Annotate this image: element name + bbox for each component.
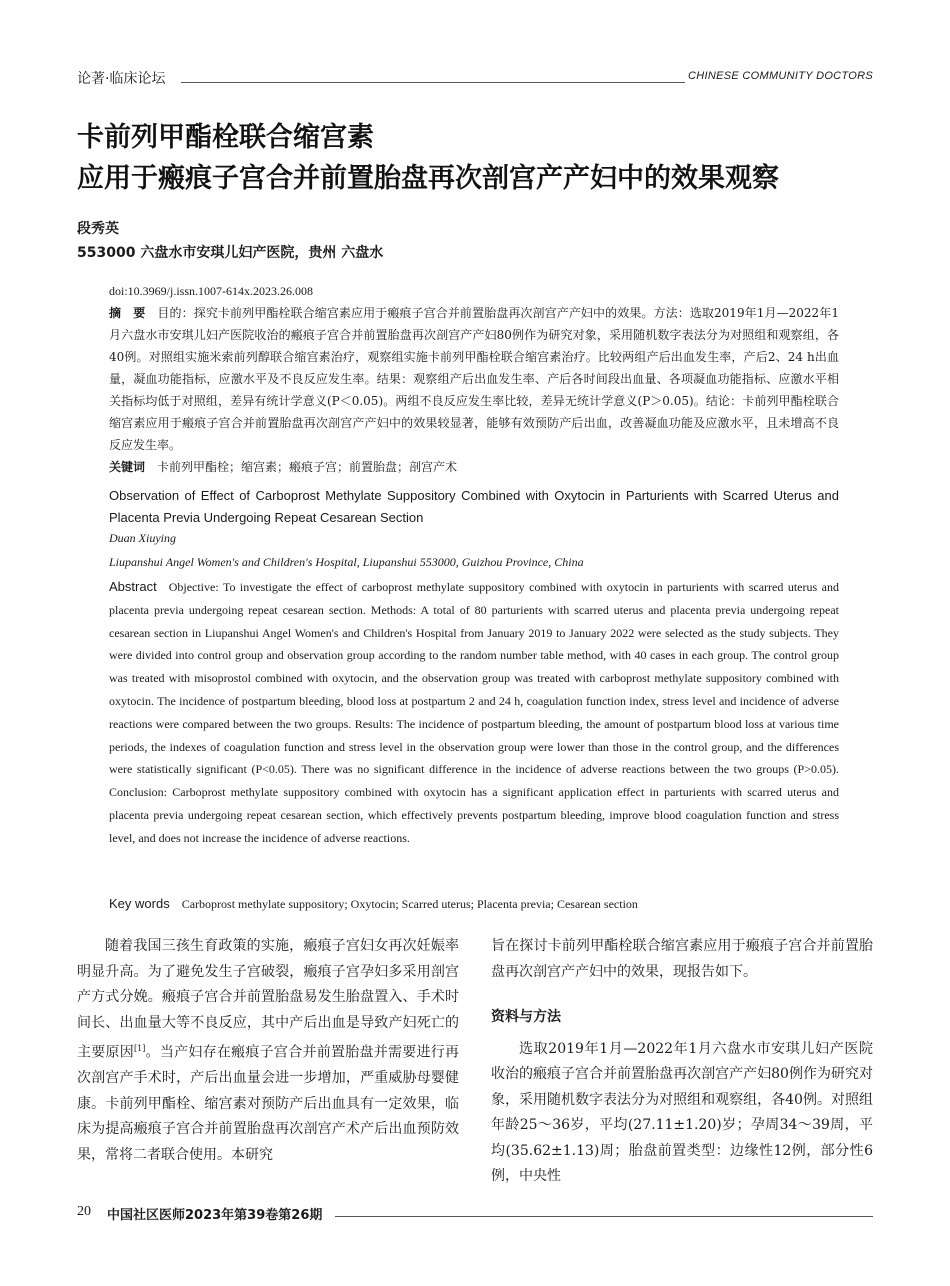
title-line-2: 应用于瘢痕子宫合并前置胎盘再次剖宫产产妇中的效果观察 — [77, 163, 779, 194]
affiliation: 553000 六盘水市安琪儿妇产医院，贵州 六盘水 — [77, 245, 384, 261]
body-column-right — [491, 934, 873, 1190]
section-heading: 资料与方法 — [491, 1009, 561, 1025]
page-header — [77, 66, 873, 88]
keywords-en-label: Key words — [109, 896, 170, 911]
abstract-cn-paragraph — [109, 302, 839, 456]
keywords-cn — [109, 456, 839, 478]
keywords-en-text: Carboprost methylate suppository; Oxytocin; Scarred uterus; Placenta previa; Cesarean section — [181, 897, 638, 911]
abstract-cn-text: 目的：探究卡前列甲酯栓联合缩宫素应用于瘢痕子宫合并前置胎盘再次剖宫产产妇中的效果。方法：选取2019年1月—2022年1月六盘水市安琪儿妇产医院收治的瘢痕子宫合并前置胎盘再次剖宫产产妇80例作为研究对象，采用随机数字表法分为对照组和观察组，各40例。对照组实施米索前列醇联合缩宫素治疗，观察组实施卡前列甲酯栓联合缩宫素治疗。比较两组产后出血发生率，产后2、24 h出血量，凝血功能指标，应激水平及不良反应发生率。结果：观察组产后出血发生率、产后各时间段出血量、各项凝血功能指标、应激水平相关指标均低于对照组，差异有统计学意义(P＜0.05)。两组不良反应发生率比较，差异无统计学意义(P＞0.05)。结论：卡前列甲酯栓联合缩宫素应用于瘢痕子宫合并前置胎盘再次剖宫产产妇中的效果较显著，能够有效预防产后出血，改善凝血功能及应激水平，且未增高不良反应发生率。 — [109, 306, 839, 452]
page-number: 20 — [77, 1204, 91, 1219]
journal-issue: 中国社区医师2023年第39卷第26期 — [107, 1208, 323, 1223]
intro-continued: 旨在探讨卡前列甲酯栓联合缩宫素应用于瘢痕子宫合并前置胎盘再次剖宫产产妇中的效果，现报告如下。 — [491, 938, 873, 980]
keywords-cn-label: 关键词 — [109, 460, 146, 474]
abstract-en-text: Objective: To investigate the effect of carboprost methylate suppository combined with oxytocin in parturients with scarred uterus and placenta previa undergoing repeat cesarean section. Methods: A total of 80 parturients with scarred uterus and placenta previa undergoing repeat cesarean section in Liupanshui Angel Women's and Children's Hospital from January 2019 to January 2022 were selected as the study subjects. They were divided into control group and observation group according to the random number table method, with 40 cases in each group. The control group was treated with misoprostol combined with oxytocin, and the observation group was treated with carboprost methylate suppository combined with oxytocin. The incidence of postpartum bleeding, blood loss at postpartum 2 and 24 h, coagulation function index, stress level and incidence of adverse reactions were compared between the two groups. Results: The incidence of postpartum bleeding, the amount of postpartum blood loss at various time periods, the indexes of coagulation function and stress level in the observation group were lower than those in the control group, and the differences were statistically significant (P<0.05). There was no significant difference in the incidence of adverse reactions between the two groups (P>0.05). Conclusion: Carboprost methylate suppository combined with oxytocin has a significant application effect in parturients with scarred uterus and placenta previa undergoing repeat cesarean section, which effectively prevents postpartum bleeding, improve blood coagulation function and stress level, and does not increase the incidence of adverse reactions. — [109, 580, 839, 845]
page-footer — [77, 1204, 873, 1224]
section-label: 论著·临床论坛 — [77, 71, 166, 87]
body-column-left — [77, 934, 459, 1168]
footer-rule — [335, 1216, 873, 1217]
author-en: Duan Xiuying — [109, 531, 176, 545]
citation-ref: [1] — [134, 1044, 146, 1053]
affiliation-en: Liupanshui Angel Women's and Children's Hospital, Liupanshui 553000, Guizhou Province, China — [109, 555, 584, 569]
abstract-cn — [109, 280, 839, 478]
author: 段秀英 — [77, 221, 119, 237]
abstract-en — [109, 576, 839, 850]
keywords-en — [109, 896, 839, 912]
article-title — [77, 117, 779, 199]
abstract-en-label: Abstract — [109, 579, 157, 594]
title-en: Observation of Effect of Carboprost Methylate Suppository Combined with Oxytocin in Parturients with Scarred Uterus and Placenta Previa Undergoing Repeat Cesarean Section — [109, 488, 839, 525]
abstract-cn-label: 摘 要 — [109, 306, 146, 320]
methods-paragraph: 选取2019年1月—2022年1月六盘水市安琪儿妇产医院收治的瘢痕子宫合并前置胎盘再次剖宫产产妇80例作为研究对象，采用随机数字表法分为对照组和观察组，各40例。对照组年龄25～36岁，平均(27.11±1.20)岁；孕周34～39周，平均(35.62±1.13)周；胎盘前置类型：边缘性12例，部分性6例，中央性 — [491, 1040, 873, 1184]
journal-name-en: CHINESE COMMUNITY DOCTORS — [688, 70, 873, 82]
header-rule — [181, 82, 685, 83]
title-line-1: 卡前列甲酯栓联合缩宫素 — [77, 122, 374, 153]
keywords-cn-text: 卡前列甲酯栓；缩宫素；瘢痕子宫；前置胎盘；剖宫产术 — [157, 460, 458, 474]
doi: doi:10.3969/j.issn.1007-614x.2023.26.008 — [109, 284, 314, 298]
intro-paragraph: 随着我国三孩生育政策的实施，瘢痕子宫妇女再次妊娠率明显升高。为了避免发生子宫破裂，瘢痕子宫孕妇多采用剖宫产方式分娩。瘢痕子宫合并前置胎盘易发生胎盘置入、手术时间长、出血量大等不良反应，其中产后出血是导致产妇死亡的主要原因[1]。当产妇存在瘢痕子宫合并前置胎盘并需要进行再次剖宫产手术时，产后出血量会进一步增加，严重威胁母婴健康。卡前列甲酯栓、缩宫素对预防产后出血具有一定效果，临床为提高瘢痕子宫合并前置胎盘再次剖宫产术产后出血预防效果，常将二者联合使用。本研究 — [77, 938, 460, 1163]
